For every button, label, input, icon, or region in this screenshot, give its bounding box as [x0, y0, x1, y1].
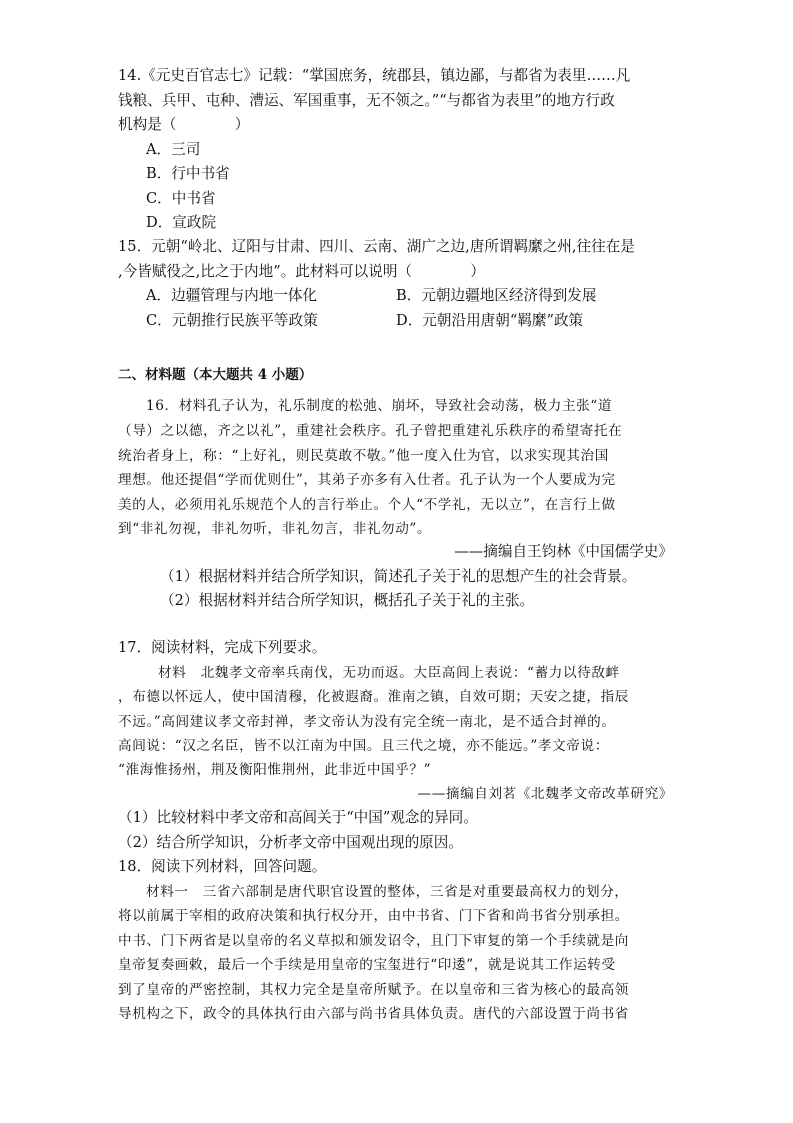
q16-question-1: （1）根据材料并结合所学知识，简述孔子关于礼的思想产生的社会背景。 [160, 568, 637, 585]
q18-material-line-1: 材料一 三省六部制是唐代职官设置的整体，三省是对重要最高权力的划分， [146, 884, 629, 900]
q18-material-line-6: 导机构之下，政令的具体执行由六部与尚书省具体负责。唐代的六部设置于尚书省 [118, 1006, 629, 1022]
q14-option-a: A．三司 [146, 141, 201, 158]
q18-material-line-5: 到了皇帝的严密控制，其权力完全是皇帝所赋予。在以皇帝和三省为核心的最高领 [118, 982, 629, 998]
q17-source: ——摘编自刘茗《北魏孝文帝改革研究》 [417, 786, 673, 802]
q18-material-line-3: 中书、门下两省是以皇帝的名义草拟和颁发诏令，且门下审复的第一个手续就是向 [118, 933, 629, 949]
q16-material-line-5: 美的人，必须用礼乐规范个人的言行举止。个人“不学礼，无以立”，在言行上做 [118, 497, 616, 513]
q14-option-d: D．宣政院 [146, 214, 217, 231]
q14-line-2: 钱粮、兵甲、屯种、漕运、军国重事，无不领之。”“与都省为表里”的地方行政 [118, 92, 615, 109]
q14-line-1: 14.《元史百官志七》记载：“掌国庶务，统郡县，镇边鄙，与都省为表里……凡 [118, 67, 631, 84]
q16-material-line-3: 统治者身上，称：“上好礼，则民莫敢不敬。”他一度入仕为官，以求实现其治国 [118, 448, 609, 464]
q14-option-b: B．行中书省 [146, 165, 230, 182]
q15-line-2: ,今皆赋役之,比之于内地”。此材料可以说明（ ） [118, 263, 485, 280]
q17-material-line-4: 高闾说：“汉之名臣，皆不以江南为中国。且三代之境，亦不能远。”孝文帝说： [118, 738, 609, 754]
q18-material-line-2: 将以前属于宰相的政府决策和执行权分开，由中书省、门下省和尚书省分别承担。 [118, 908, 629, 924]
q17-material-line-2: ，布德以怀远人，使中国清穆，化被遐裔。淮南之镇，自效可期；天安之捷，指辰 [118, 689, 629, 705]
q14-line-3: 机构是（ ） [118, 116, 250, 133]
q16-material-line-6: 到“非礼勿视，非礼勿听，非礼勿言，非礼勿动”。 [118, 521, 432, 537]
q17-material-line-3: 不远。”高闾建议孝文帝封禅，孝文帝认为没有完全统一南北，是不适合封禅的。 [118, 714, 616, 730]
q15-option-a: A．边疆管理与内地一体化 [146, 287, 318, 304]
q16-material-line-4: 理想。他还提倡“学而优则仕”，其弟子亦多有入仕者。孔子认为一个人要成为完 [118, 472, 616, 488]
q15-option-d: D．元朝沿用唐朝“羁縻”政策 [396, 312, 584, 329]
q15-line-1: 15．元朝“岭北、辽阳与甘肃、四川、云南、湖广之边,唐所谓羁縻之州,往往在是 [118, 238, 635, 255]
q18-material-line-4: 皇帝复奏画敕，最后一个手续是用皇帝的宝玺进行“印逶”，就是说其工作运转受 [118, 957, 616, 973]
q16-material-line-2: （导）之以德，齐之以礼”，重建社会秩序。孔子曾把重建礼乐秩序的希望寄托在 [118, 423, 623, 439]
q16-question-2: （2）根据材料并结合所学知识，概括孔子关于礼的主张。 [160, 592, 535, 609]
q17-question-1: （1）比较材料中孝文帝和高闾关于“中国”观念的异同。 [118, 809, 478, 826]
section-2-title: 二、材料题（本大题共 4 小题） [118, 367, 313, 383]
q14-option-c: C．中书省 [146, 190, 216, 207]
q15-option-c: C．元朝推行民族平等政策 [146, 312, 318, 329]
q16-material-line-1: 16．材料孔子认为，礼乐制度的松弛、崩坏，导致社会动荡，极力主张“道 [146, 398, 613, 414]
q18-intro: 18．阅读下列材料，回答问题。 [118, 858, 327, 875]
q17-material-line-1: 材料 北魏孝文帝率兵南伐，无功而返。大臣高闾上表说：“蓄力以待敌衅 [158, 665, 620, 681]
q15-option-b: B．元朝边疆地区经济得到发展 [396, 287, 597, 304]
q16-source: ——摘编自王钧林《中国儒学史》 [454, 543, 673, 560]
q17-material-line-5: “淮海惟扬州，荆及衡阳惟荆州，此非近中国乎？” [118, 762, 432, 778]
q17-intro: 17．阅读材料，完成下列要求。 [118, 639, 327, 656]
q17-question-2: （2）结合所学知识，分析孝文帝中国观出现的原因。 [118, 834, 463, 851]
